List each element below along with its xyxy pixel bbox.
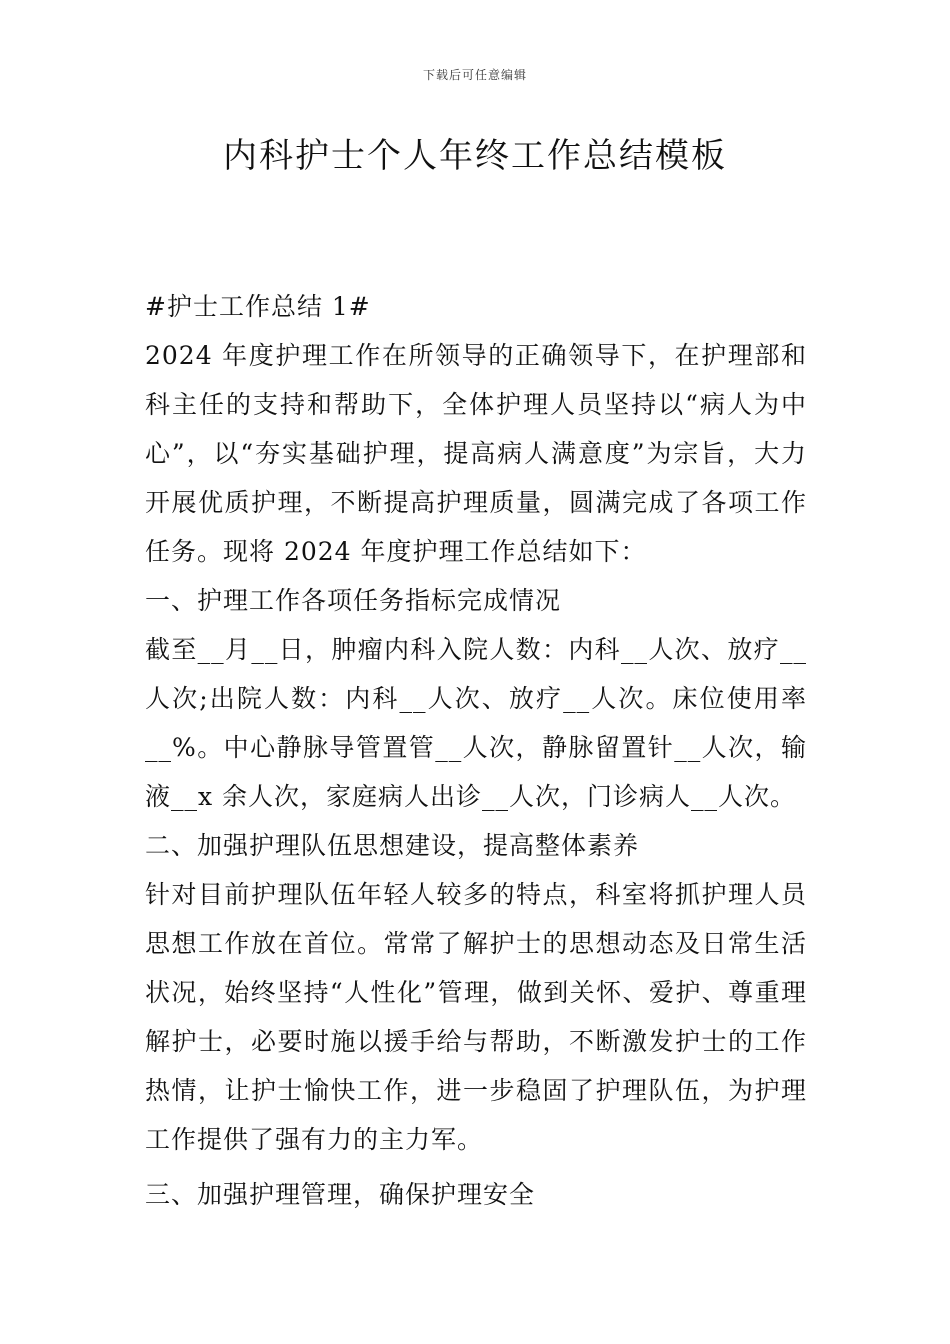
- intro-paragraph: 2024 年度护理工作在所领导的正确领导下，在护理部和科主任的支持和帮助下，全体护理人员坚持以“病人为中心”，以“夯实基础护理，提高病人满意度”为宗旨，大力开展优质护理，不断提高护理质量，圆满完成了各项工作任务。现将 2024 年度护理工作总结如下：: [145, 341, 807, 566]
- team-paragraph: 针对目前护理队伍年轻人较多的特点，科室将抓护理人员思想工作放在首位。常常了解护士的思想动态及日常生活状况，始终坚持“人性化”管理，做到关怀、爱护、尊重理解护士，必要时施以援手给与帮助，不断激发护士的工作热情，让护士愉快工作，进一步稳固了护理队伍，为护理工作提供了强有力的主力军。: [145, 880, 807, 1154]
- section-heading-2: 二、加强护理队伍思想建设，提高整体素养: [145, 831, 640, 860]
- document-body: [145, 282, 807, 1219]
- section-heading-1: 一、护理工作各项任务指标完成情况: [145, 586, 562, 615]
- header-note: 下载后可任意编辑: [422, 68, 527, 82]
- section-heading-3: 三、加强护理管理，确保护理安全: [145, 1180, 536, 1209]
- document-title: 内科护士个人年终工作总结模板: [223, 136, 727, 176]
- statistics-paragraph: 截至__月__日，肿瘤内科入院人数：内科__人次、放疗__人次;出院人数：内科__人次、放疗__人次。床位使用率__%。中心静脉导管置管__人次，静脉留置针__人次，输液__x 余人次，家庭病人出诊__人次，门诊病人__人次。: [145, 635, 807, 811]
- section-marker: #护士工作总结 1#: [145, 292, 371, 321]
